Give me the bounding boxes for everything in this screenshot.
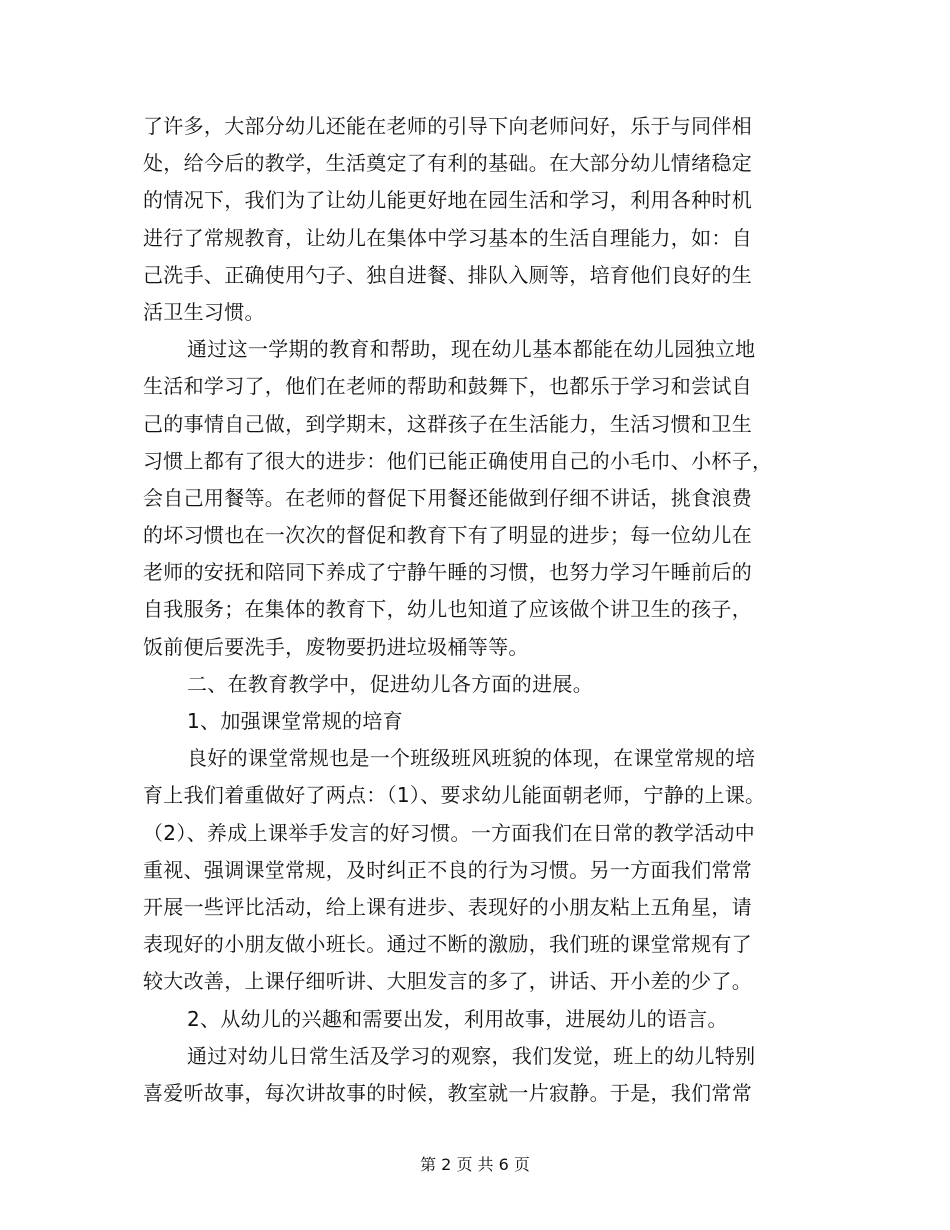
text-line: 良好的课堂常规也是一个班级班风班貌的体现，在课堂常规的培: [187, 746, 756, 771]
text-line: 饭前便后要洗手，废物要扔进垃圾桶等等。: [143, 634, 529, 659]
text-line: 重视、强调课堂常规，及时纠正不良的行为习惯。另一方面我们常常: [143, 857, 752, 882]
text-line: 2、从幼儿的兴趣和需要出发，利用故事，进展幼儿的语言。: [187, 1006, 728, 1031]
text-line: 开展一些评比活动，给上课有进步、表现好的小朋友粘上五角星，请: [143, 894, 752, 919]
text-line: 老师的安抚和陪同下养成了宁静午睡的习惯，也努力学习午睡前后的: [143, 560, 752, 585]
text-line: 的坏习惯也在一次次的督促和教育下有了明显的进步；每一位幼儿在: [143, 523, 752, 548]
body-text: [143, 108, 803, 1112]
text-line: 较大改善，上课仔细听讲、大胆发言的多了，讲话、开小差的少了。: [143, 969, 752, 994]
text-line: 了许多，大部分幼儿还能在老师的引导下向老师问好，乐于与同伴相: [143, 114, 752, 138]
page-footer: 第 2 页 共 6 页: [420, 1155, 530, 1174]
text-line: （2）、养成上课举手发言的好习惯。一方面我们在日常的教学活动中: [143, 820, 756, 845]
text-line: 育上我们着重做好了两点：（1）、要求幼儿能面朝老师，宁静的上课。: [143, 783, 766, 808]
text-line: 通过对幼儿日常生活及学习的观察，我们发觉，班上的幼儿特别: [187, 1043, 756, 1068]
text-line: 己的事情自己做，到学期末，这群孩子在生活能力，生活习惯和卫生: [143, 411, 752, 436]
text-line: 自我服务；在集体的教育下，幼儿也知道了应该做个讲卫生的孩子，: [143, 597, 752, 622]
text-line: 活卫生习惯。: [143, 299, 265, 324]
text-line: 处，给今后的教学，生活奠定了有利的基础。在大部分幼儿情绪稳定: [143, 151, 752, 176]
text-line: 喜爱听故事，每次讲故事的时候，教室就一片寂静。于是，我们常常: [143, 1080, 752, 1105]
text-line: 表现好的小朋友做小班长。通过不断的激励，我们班的课堂常规有了: [143, 932, 752, 957]
text-line: 会自己用餐等。在老师的督促下用餐还能做到仔细不讲话，挑食浪费: [143, 485, 752, 510]
text-line: 进行了常规教育，让幼儿在集体中学习基本的生活自理能力，如：自: [143, 225, 752, 250]
text-line: 生活和学习了，他们在老师的帮助和鼓舞下，也都乐于学习和尝试自: [143, 374, 752, 399]
text-line: 习惯上都有了很大的进步：他们已能正确使用自己的小毛巾、小杯子，: [143, 448, 773, 473]
text-line: 二、在教育教学中，促进幼儿各方面的进展。: [187, 671, 593, 696]
text-line: 的情况下，我们为了让幼儿能更好地在园生活和学习，利用各种时机: [143, 188, 752, 213]
text-line: 己洗手、正确使用勺子、独自进餐、排队入厕等，培育他们良好的生: [143, 262, 752, 287]
text-line: 通过这一学期的教育和帮助，现在幼儿基本都能在幼儿园独立地: [187, 337, 756, 362]
text-line: 1、加强课堂常规的培育: [187, 709, 404, 733]
